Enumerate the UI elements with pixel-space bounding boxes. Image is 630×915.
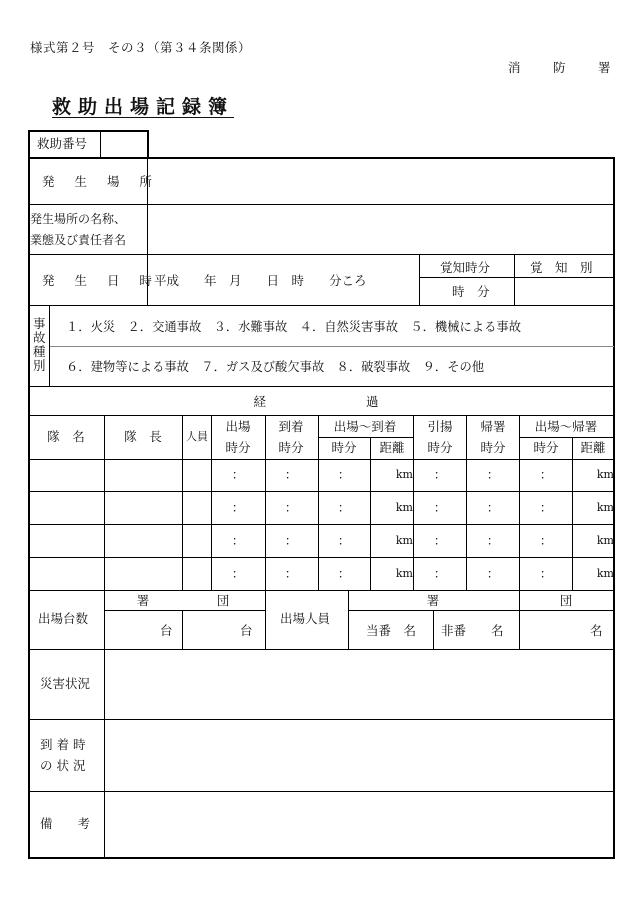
disaster-status-label: 災害状況: [40, 676, 91, 691]
location-label: 発 生 場 所: [42, 174, 160, 189]
divider: [182, 416, 183, 590]
divider: [29, 254, 614, 255]
occurrence-date-label: 発 生 日 時: [42, 273, 160, 288]
colon: ：: [337, 533, 351, 548]
divider: [318, 437, 413, 438]
place-name-field[interactable]: [148, 205, 613, 253]
km-unit: km: [395, 567, 413, 580]
divider: [29, 590, 614, 591]
corps-person-count: 名: [590, 623, 603, 638]
return-header: 帰署: [480, 419, 506, 434]
rescue-number-label: 救助番号: [37, 136, 88, 151]
divider: [318, 416, 319, 590]
colon: ：: [539, 467, 553, 482]
colon: ：: [539, 500, 553, 515]
colon: ：: [337, 500, 351, 515]
accident-type-label-char: 故: [33, 330, 46, 345]
divider: [519, 437, 614, 438]
dispatch-personnel-label: 出場人員: [280, 611, 331, 626]
personnel-header: 人員: [186, 430, 208, 443]
accident-type-label-char: 事: [33, 316, 46, 331]
divider: [29, 491, 614, 492]
personnel-station-header: 署: [426, 593, 440, 608]
form-number: 様式第２号 その３（第３４条関係）: [30, 40, 252, 55]
divider: [29, 415, 614, 416]
awareness-type-label: 覚 知 別: [530, 260, 593, 275]
divider: [348, 610, 614, 611]
awareness-type-field[interactable]: [515, 278, 613, 304]
dispatch-to-arrival-distance-header: 距離: [379, 440, 405, 455]
disaster-status-field[interactable]: [105, 650, 613, 718]
colon: ：: [337, 566, 351, 581]
colon: ：: [231, 467, 245, 482]
dispatch-time-header: 時分: [225, 440, 251, 455]
progress-heading: 経 過: [253, 394, 379, 409]
divider: [265, 416, 266, 590]
accident-type-label-char: 別: [33, 358, 46, 373]
divider: [348, 591, 349, 649]
arrival-header: 到着: [278, 419, 304, 434]
divider: [519, 591, 520, 649]
divider: [211, 416, 212, 590]
divider: [466, 416, 467, 590]
occurrence-date-value: 平成 年 月 日 時 分ころ: [154, 273, 367, 288]
station-header: 署: [136, 593, 150, 608]
off-duty-count: 非番 名: [441, 623, 504, 638]
arrival-time-header: 時分: [278, 440, 304, 455]
unit-leader-header: 隊 長: [124, 429, 162, 444]
divider: [519, 416, 520, 590]
km-unit: km: [395, 534, 413, 547]
location-field[interactable]: [148, 158, 613, 204]
colon: ：: [486, 500, 500, 515]
withdraw-time-header: 時分: [427, 440, 453, 455]
remarks-label: 備 考: [40, 816, 91, 831]
rescue-number-right-border: [147, 130, 149, 158]
divider: [29, 524, 614, 525]
awareness-time-label: 覚知時分: [440, 260, 491, 275]
colon: ：: [539, 566, 553, 581]
colon: ：: [433, 533, 447, 548]
km-unit: km: [596, 468, 614, 481]
colon: ：: [433, 500, 447, 515]
corps-unit-count: 台: [240, 623, 253, 638]
colon: ：: [433, 467, 447, 482]
dispatch-to-return-time-header: 時分: [533, 440, 559, 455]
divider: [433, 611, 434, 649]
colon: ：: [539, 533, 553, 548]
withdraw-header: 引揚: [427, 419, 453, 434]
divider: [419, 255, 420, 305]
colon: ：: [284, 467, 298, 482]
arrival-status-label-line2: の 状 況: [40, 758, 86, 773]
arrival-status-label-line1: 到 着 時: [40, 737, 86, 752]
station-unit-count: 台: [160, 623, 173, 638]
colon: ：: [231, 566, 245, 581]
colon: ：: [231, 533, 245, 548]
divider: [29, 557, 614, 558]
rescue-number-field[interactable]: [101, 132, 147, 157]
divider: [104, 416, 105, 590]
place-name-label-line1: 発生場所の名称、: [30, 212, 127, 226]
place-name-label-line2: 業態及び責任者名: [30, 233, 127, 247]
personnel-corps-header: 団: [559, 593, 573, 608]
divider: [29, 305, 614, 306]
colon: ：: [486, 566, 500, 581]
divider: [105, 610, 265, 611]
awareness-time-unit: 時 分: [452, 284, 490, 299]
divider: [29, 459, 614, 460]
fire-station-name: 消 防 署: [508, 60, 621, 75]
page-title: 救助出場記録簿: [52, 96, 235, 118]
dispatch-header: 出場: [225, 419, 251, 434]
divider: [265, 591, 266, 649]
km-unit: km: [395, 501, 413, 514]
remarks-field[interactable]: [105, 792, 613, 856]
divider: [29, 386, 614, 387]
accident-type-options-row2: ６．建物等による事故 ７．ガス及び酸欠事故 ８．破裂事故 ９．その他: [66, 360, 485, 374]
accident-type-label-char: 種: [33, 344, 46, 359]
arrival-status-field[interactable]: [105, 720, 613, 790]
divider: [413, 416, 414, 590]
form-bottom-border: [28, 857, 615, 859]
divider: [50, 346, 614, 347]
colon: ：: [284, 533, 298, 548]
colon: ：: [486, 467, 500, 482]
unit-name-header: 隊 名: [47, 429, 85, 444]
colon: ：: [284, 500, 298, 515]
km-unit: km: [596, 501, 614, 514]
return-time-header: 時分: [480, 440, 506, 455]
colon: ：: [433, 566, 447, 581]
on-duty-count: 当番 名: [366, 623, 417, 638]
dispatch-to-return-distance-header: 距離: [580, 440, 606, 455]
dispatch-to-return-header: 出場～帰署: [534, 419, 598, 434]
dispatch-to-arrival-header: 出場～到着: [333, 419, 397, 434]
colon: ：: [231, 500, 245, 515]
colon: ：: [337, 467, 351, 482]
colon: ：: [284, 566, 298, 581]
km-unit: km: [395, 468, 413, 481]
dispatch-to-arrival-time-header: 時分: [331, 440, 357, 455]
colon: ：: [486, 533, 500, 548]
km-unit: km: [596, 567, 614, 580]
divider: [182, 611, 183, 649]
corps-header: 団: [216, 593, 230, 608]
accident-type-options-row1: １．火災 ２．交通事故 ３．水難事故 ４．自然災害事故 ５．機械による事故: [66, 320, 521, 334]
km-unit: km: [596, 534, 614, 547]
dispatch-count-label: 出場台数: [38, 611, 89, 626]
